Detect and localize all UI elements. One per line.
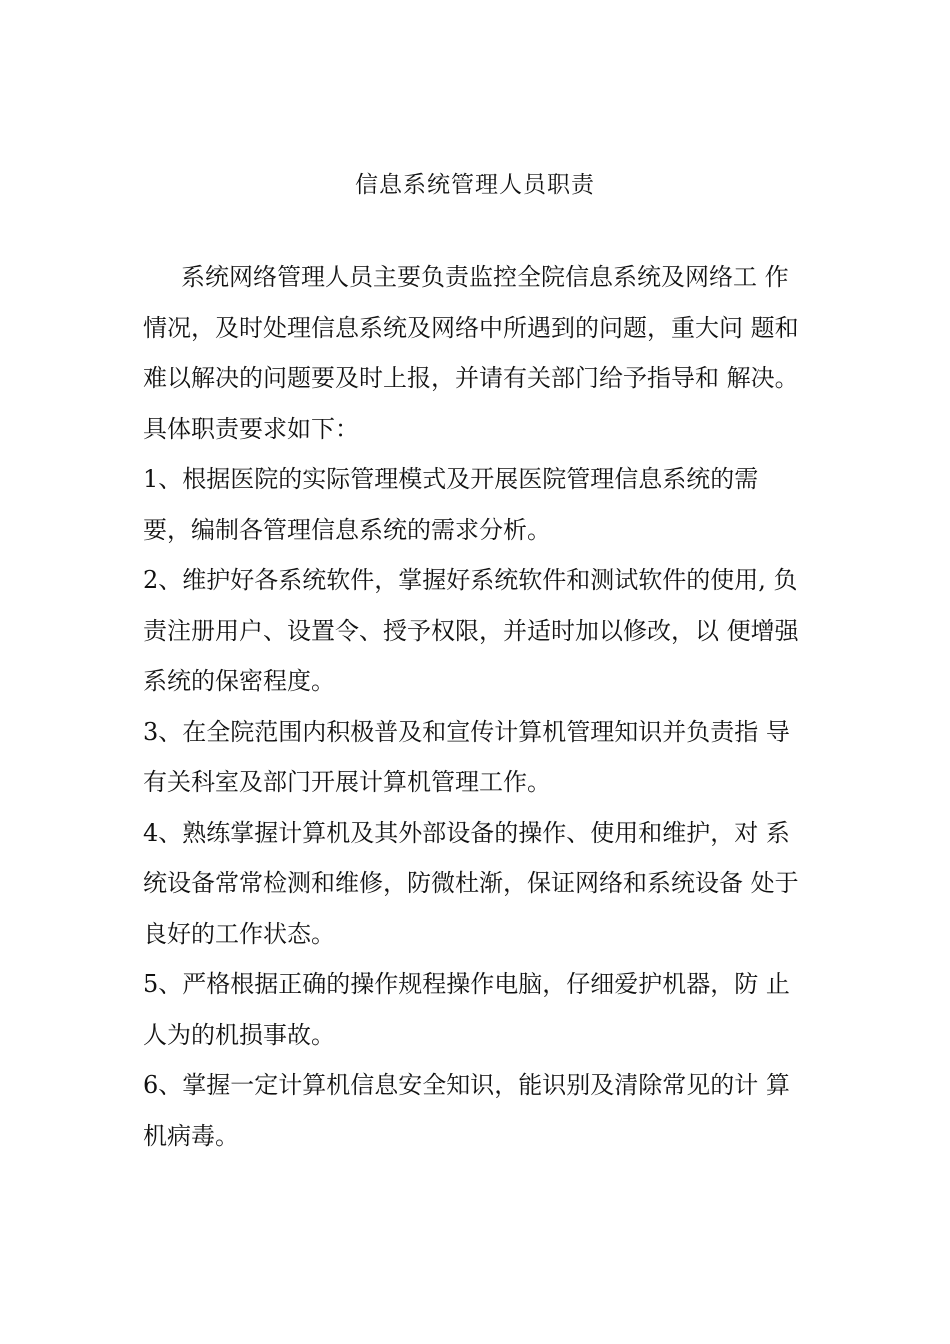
body-line: 情况，及时处理信息系统及网络中所遇到的问题，重大问 题和 (143, 313, 799, 342)
body-line: 人为的机损事故。 (143, 1020, 335, 1049)
body-line: 良好的工作状态。 (143, 919, 335, 948)
body-line: 具体职责要求如下： (143, 414, 359, 443)
body-line: 统设备常常检测和维修，防微杜渐，保证网络和系统设备 处于 (143, 869, 799, 897)
body-line: 难以解决的问题要及时上报，并请有关部门给予指导和 解决。 (143, 364, 799, 392)
body-line: 机病毒。 (143, 1121, 239, 1150)
document-body (143, 252, 823, 1161)
body-line: 3、在全院范围内积极普及和宣传计算机管理知识并负责指 导 (143, 717, 790, 746)
body-line: 有关科室及部门开展计算机管理工作。 (143, 768, 551, 796)
body-line: 责注册用户、设置令、授予权限，并适时加以修改，以 便增强 (143, 616, 799, 645)
body-line: 4、熟练掌握计算机及其外部设备的操作、使用和维护，对 系 (143, 818, 790, 847)
body-line: 系统的保密程度。 (143, 667, 335, 695)
body-line: 6、掌握一定计算机信息安全知识，能识别及清除常见的计 算 (143, 1071, 790, 1099)
document-title: 信息系统管理人员职责 (355, 172, 595, 198)
body-line: 1、根据医院的实际管理模式及开展医院管理信息系统的需 (143, 465, 759, 493)
body-line: 系统网络管理人员主要负责监控全院信息系统及网络工 作 (181, 263, 789, 291)
body-line: 5、严格根据正确的操作规程操作电脑，仔细爱护机器，防 止 (143, 970, 790, 998)
body-line: 2、维护好各系统软件，掌握好系统软件和测试软件的使用, 负 (143, 566, 798, 594)
body-line: 要，编制各管理信息系统的需求分析。 (143, 515, 551, 544)
